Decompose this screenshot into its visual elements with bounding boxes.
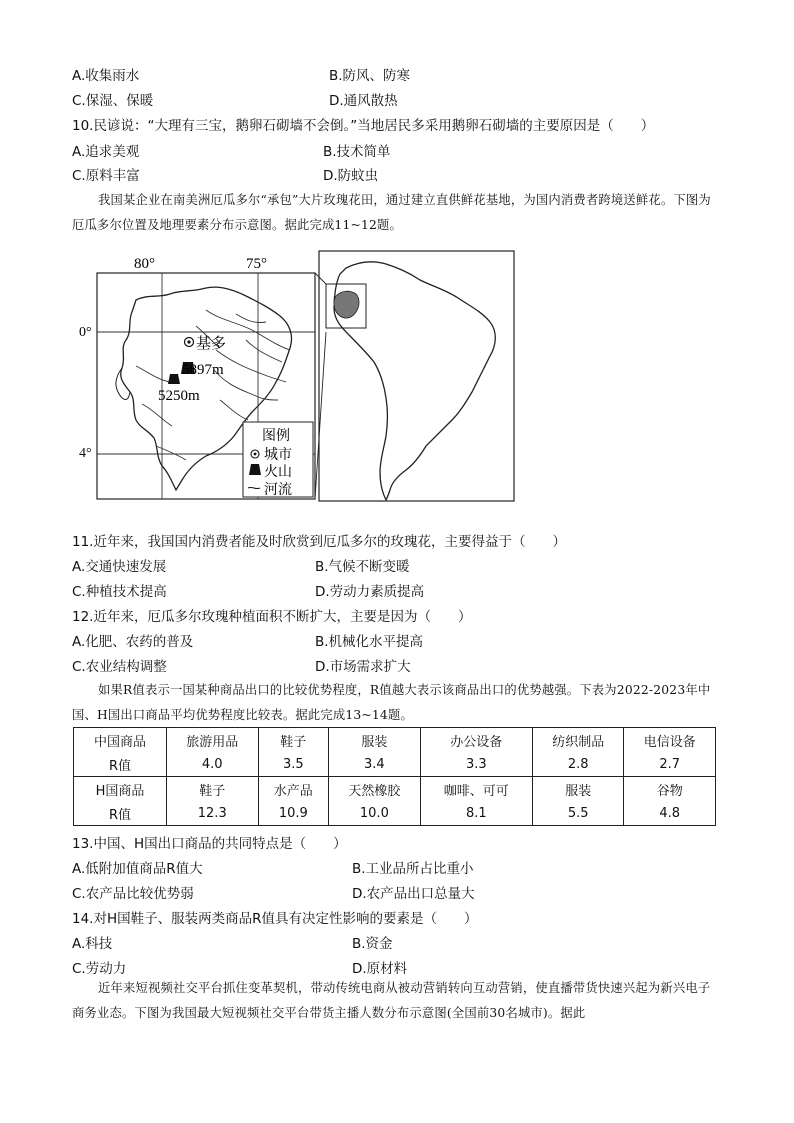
q14-option-b: B.资金 [352,936,393,952]
volcano-5897-label: 5897m [182,362,224,378]
q13-option-c: C.农产品比较优势弱 [72,886,194,902]
table-row: R值 4.0 3.5 3.4 3.3 2.8 2.7 [74,752,716,777]
lon-80-label: 80° [134,256,155,272]
legend-volcano: 火山 [264,465,292,480]
q10-option-a: A.追求美观 [72,144,140,160]
q12-option-a: A.化肥、农药的普及 [72,634,194,650]
legend-volcano-icon [249,464,261,475]
passage-live-streaming: 近年来短视频社交平台抓住变革契机，带动传统电商从被动营销转向互动营销，使直播带货快速兴起为新兴电子商务业态。下图为我国最大短视频社交平台带货主播人数分布示意图(全国前30名城市)。据此 [72,981,711,1020]
q9-option-a: A.收集雨水 [72,68,140,84]
q10-option-c: C.原料丰富 [72,168,140,184]
q9-option-c: C.保湿、保暖 [72,93,154,109]
lat-0-label: 0° [79,325,92,340]
q11-option-a: A.交通快速发展 [72,559,167,575]
passage-ecuador: 我国某企业在南美洲厄瓜多尔“承包”大片玫瑰花田，通过建立直供鲜花基地，为国内消费者跨境送鲜花。下图为厄瓜多尔位置及地理要素分布示意图。据此完成11~12题。 [72,193,711,232]
q9-option-b: B.防风、防寒 [329,68,411,84]
q14-option-d: D.原材料 [352,961,408,977]
q12-option-c: C.农业结构调整 [72,659,167,675]
q13-option-b: B.工业品所占比重小 [352,861,474,877]
q10-option-d: D.防蚊虫 [323,168,379,184]
table-row: H国商品 鞋子 水产品 天然橡胶 咖啡、可可 服装 谷物 [74,777,716,802]
lon-75-label: 75° [246,256,267,272]
table-row: 中国商品 旅游用品 鞋子 服装 办公设备 纺织制品 电信设备 [74,728,716,753]
city-quito-marker [185,338,194,347]
q11-stem: 11.近年来，我国国内消费者能及时欣赏到厄瓜多尔的玫瑰花，主要得益于（ ） [72,534,566,550]
q12-option-b: B.机械化水平提高 [315,634,424,650]
legend-river: 河流 [264,483,292,498]
passage-r-value: 如果R值表示一国某种商品出口的比较优势程度，R值越大表示该商品出口的优势越强。下表为2022-2023年中国、H国出口商品平均优势程度比较表。据此完成13~14题。 [72,683,711,722]
q14-option-a: A.科技 [72,936,113,952]
q12-stem: 12.近年来，厄瓜多尔玫瑰种植面积不断扩大，主要是因为（ ） [72,609,472,625]
r-value-table [73,727,716,826]
ecuador-highlight [334,291,359,318]
q9-option-d: D.通风散热 [329,93,398,109]
city-quito-label: 基多 [196,336,227,352]
table-row: R值 12.3 10.9 10.0 8.1 5.5 4.8 [74,801,716,826]
q10-stem: 10.民谚说：“大理有三宝，鹅卵石砌墙不会倒。”当地居民多采用鹅卵石砌墙的主要原因是（ ） [72,118,655,134]
volcano-icon [168,374,180,384]
q14-option-c: C.劳动力 [72,961,127,977]
lat-4-label: 4° [79,446,92,461]
volcano-5250-label: 5250m [158,388,200,404]
q13-option-d: D.农产品出口总量大 [352,886,475,902]
ecuador-map-figure [79,250,516,502]
q12-option-d: D.市场需求扩大 [315,659,411,675]
legend-city: 城市 [264,448,292,463]
q11-option-c: C.种植技术提高 [72,584,167,600]
q11-option-d: D.劳动力素质提高 [315,584,425,600]
legend-title: 图例 [262,429,290,444]
q14-stem: 14.对H国鞋子、服装两类商品R值具有决定性影响的要素是（ ） [72,911,478,927]
q13-stem: 13.中国、H国出口商品的共同特点是（ ） [72,836,347,852]
south-america-frame [319,251,514,501]
q11-option-b: B.气候不断变暖 [315,559,410,575]
q13-option-a: A.低附加值商品R值大 [72,861,203,877]
q10-option-b: B.技术简单 [323,144,391,160]
